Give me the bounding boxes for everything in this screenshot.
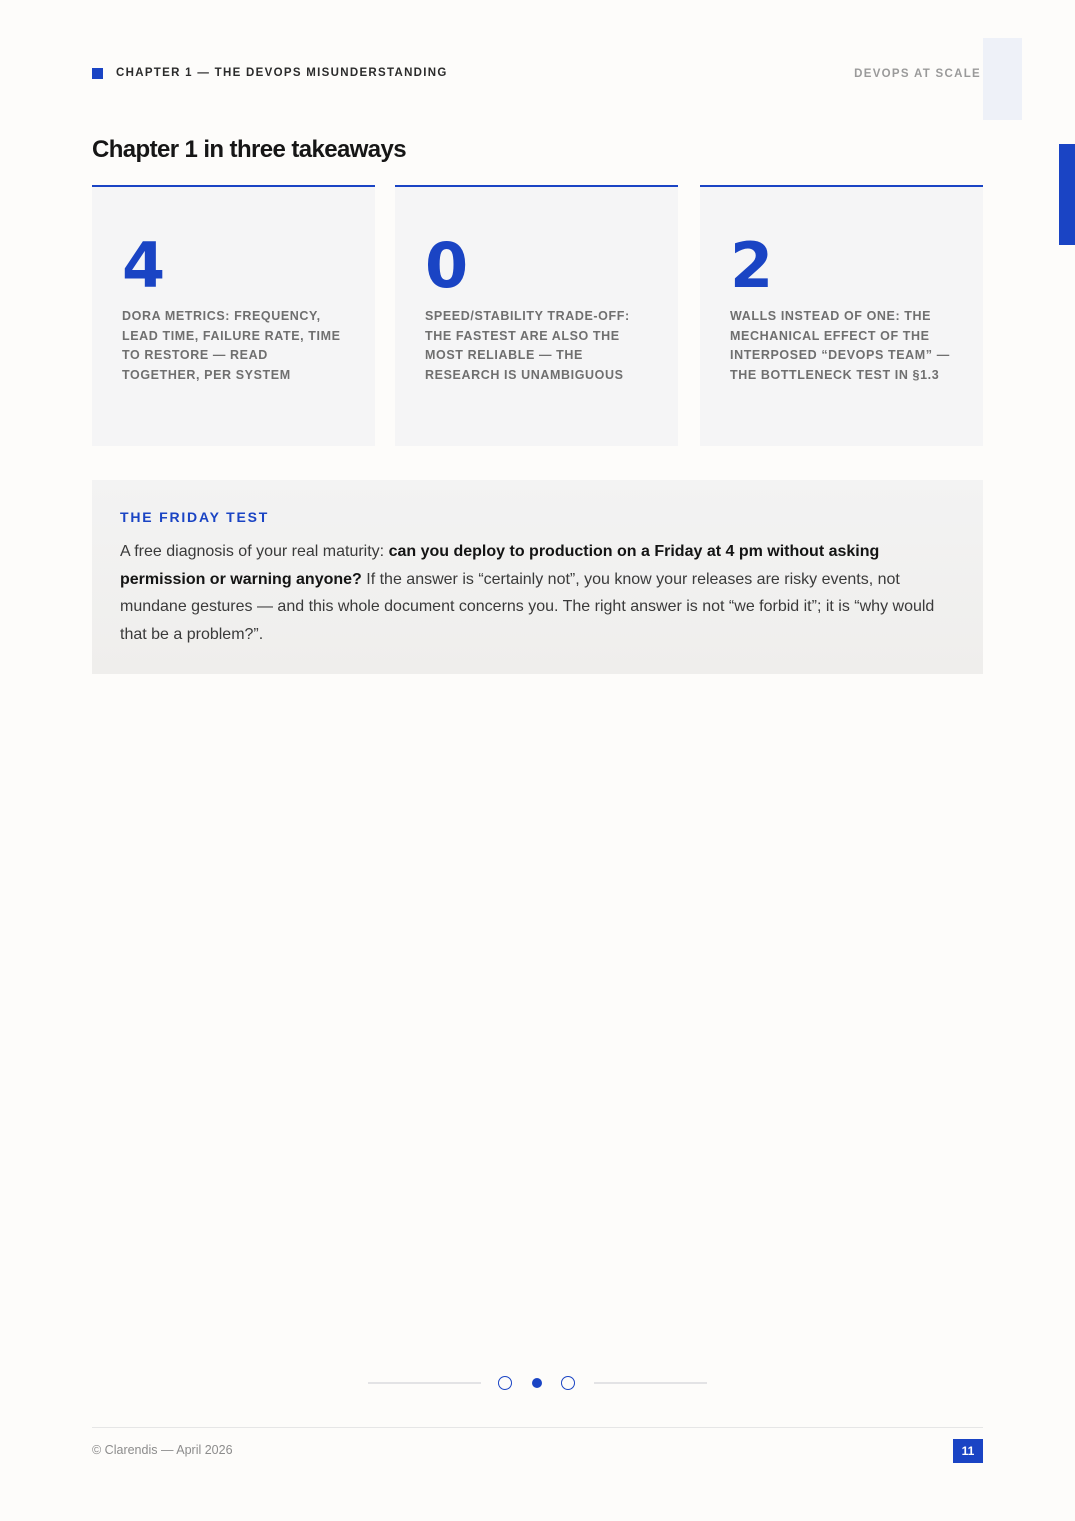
takeaway-text: WALLS INSTEAD OF ONE: THE MECHANICAL EFFECT OF THE INTERPOSED “DEVOPS TEAM” — THE BOTTLENECK TEST IN §1.3 <box>730 309 950 383</box>
running-header <box>92 67 448 79</box>
page-title: Chapter 1 in three takeaways <box>92 136 407 163</box>
callout-rest: If the answer is “certainly not”, you know your releases are risky events, not mundane gestures — and this whole document concerns you. The right answer is not “we forbid it”; it is “why would that be a problem?”. <box>120 570 935 643</box>
footer-divider <box>92 1427 983 1428</box>
callout-question: can you deploy to production on a Friday at 4 pm without asking permission or warning anyone? <box>120 543 880 588</box>
pager-line-left <box>368 1382 481 1384</box>
chapter-side-tab <box>1059 144 1075 245</box>
footer-copyright: © Clarendis — April 2026 <box>92 1443 233 1457</box>
page-indicator <box>368 1374 708 1392</box>
pager-dot-3[interactable] <box>561 1376 575 1390</box>
callout-body <box>120 538 960 648</box>
chapter-label: CHAPTER 1 — THE DEVOPS MISUNDERSTANDING <box>116 67 448 79</box>
takeaway-text: SPEED/STABILITY TRADE-OFF: THE FASTEST ARE ALSO THE MOST RELIABLE — THE RESEARCH IS UNAMBIGUOUS <box>425 309 630 383</box>
chapter-number-watermark <box>983 38 1022 120</box>
callout-title: THE FRIDAY TEST <box>120 509 270 525</box>
pager-dot-1[interactable] <box>498 1376 512 1390</box>
friday-test-callout <box>92 480 983 674</box>
callout-intro: A free diagnosis of your real maturity: <box>120 543 389 560</box>
takeaways-grid <box>92 185 983 446</box>
takeaway-text: DORA METRICS: FREQUENCY, LEAD TIME, FAILURE RATE, TIME TO RESTORE — READ TOGETHER, PER SYSTEM <box>122 309 341 383</box>
pager-dot-2-active[interactable] <box>532 1378 542 1388</box>
takeaway-value: 0 <box>425 229 469 302</box>
takeaway-value: 2 <box>730 229 774 302</box>
takeaway-card <box>700 185 983 446</box>
takeaway-card <box>395 185 678 446</box>
pager-line-right <box>594 1382 707 1384</box>
page-number-badge: 11 <box>953 1439 983 1463</box>
document-title: DEVOPS AT SCALE <box>854 68 981 80</box>
chapter-marker-icon <box>92 68 103 79</box>
takeaway-value: 4 <box>122 229 166 302</box>
takeaway-card <box>92 185 375 446</box>
